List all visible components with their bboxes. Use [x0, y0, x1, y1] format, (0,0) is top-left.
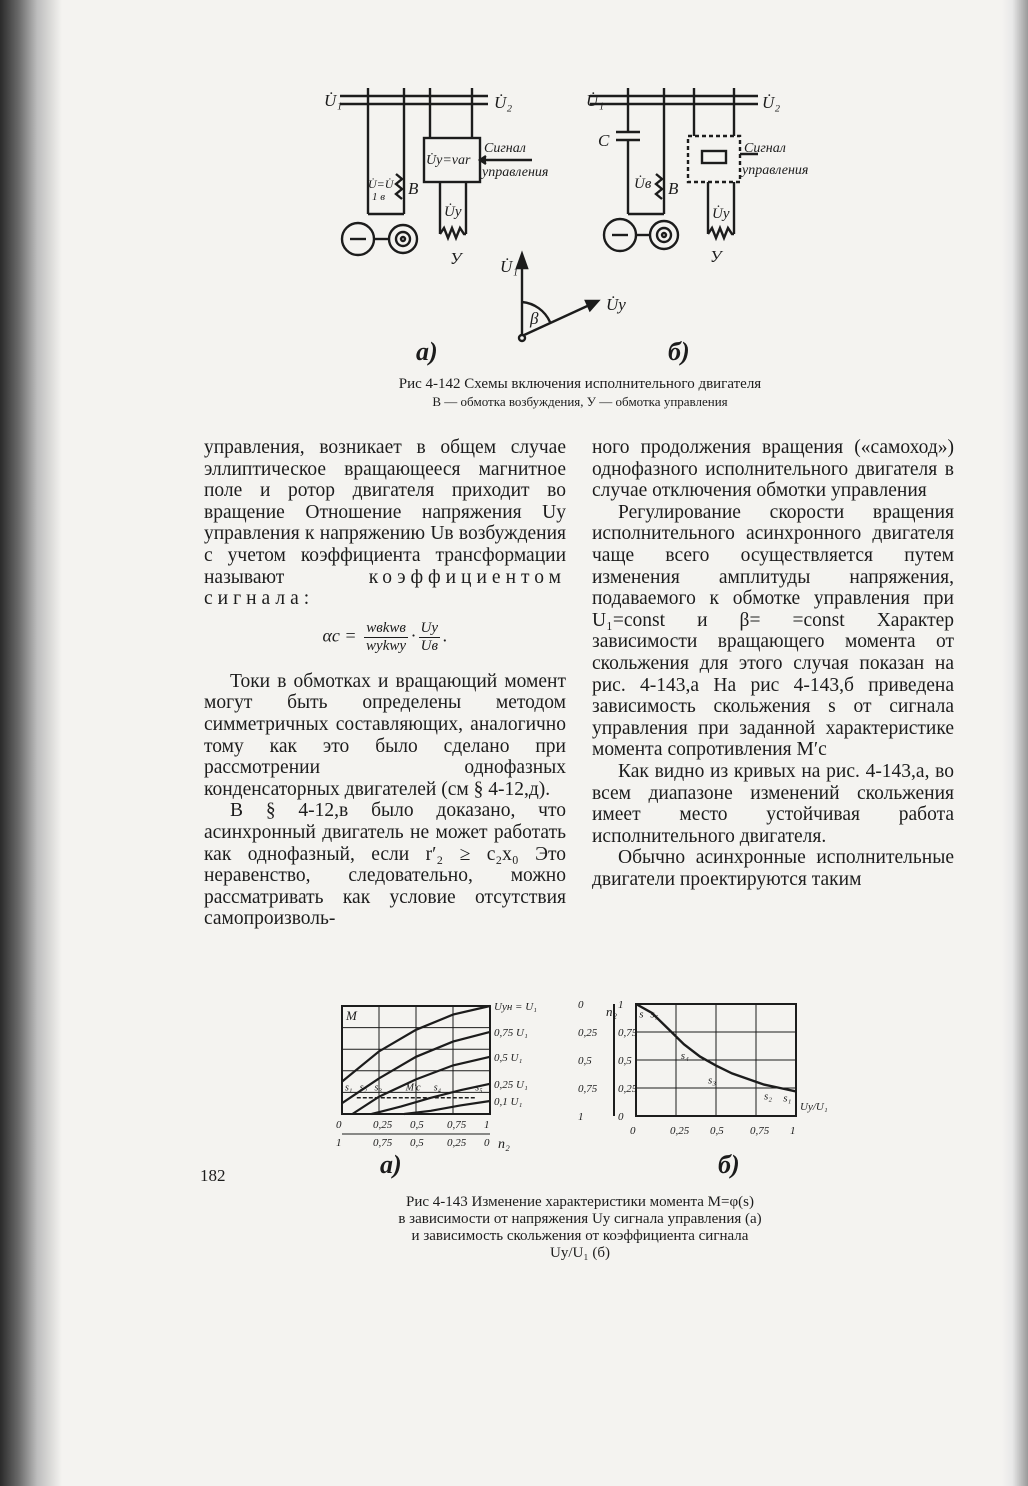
chart-a-xlabel-n2: n₂: [498, 1137, 510, 1152]
formula-den2: Uв: [420, 637, 438, 654]
chart-b-annotation: s₄: [680, 1050, 689, 1063]
chart-a-series-label: 0,5 U₁: [494, 1051, 523, 1064]
chart-a-tick-s: 0,5: [410, 1119, 424, 1131]
figure-143-caption: [300, 1194, 860, 1262]
label-uy-b: U̇y: [712, 206, 730, 222]
right-paragraph-4: Обычно асинхронные исполнительные двигатели проектируются таким: [592, 847, 954, 890]
chart-b-xlabel: Uу/U₁: [800, 1101, 828, 1113]
label-signal-a: Сигнал: [484, 141, 526, 156]
label-u1-vector: U̇₁: [500, 257, 519, 276]
chart-b-annotation: s₂: [764, 1090, 773, 1103]
chart-a-annotation: M′с: [405, 1082, 421, 1094]
left-paragraph-2: Токи в обмотках и вращающий момент могут быть определены методом симметричных составляющих, аналогично тому как это было сделано при рассмотрении однофазных конденсаторных двигателей (см § 4-12,д).: [204, 670, 566, 800]
chart-b-tick-n2: 0,75: [578, 1083, 598, 1095]
chart-a-tick-n2: 0,5: [410, 1137, 424, 1149]
chart-b-tick-n2: 0,5: [578, 1055, 592, 1067]
chart-a-series-line: [372, 1084, 490, 1114]
chart-b-annotation: s₃: [708, 1074, 717, 1087]
label-y-a: У: [450, 249, 462, 268]
chart-b-tick-s: 0,75: [618, 1027, 638, 1039]
figure-143-label-b: б): [718, 1150, 740, 1179]
figure-143a-chart: [326, 994, 537, 1152]
label-u2-a: U̇₂: [494, 93, 513, 112]
chart-b-tick-n2: 0: [578, 999, 584, 1011]
chart-a-annotation: s₅: [475, 1082, 483, 1094]
right-paragraph-3: Как видно из кривых на рис. 4-143,а, во всем диапазоне изменений скольжения имеет место устойчивая работа исполнительного двигателя.: [592, 760, 954, 847]
formula-num2: Uу: [420, 619, 439, 636]
formula-signal-coefficient: αс = $\frac{\text{wвkwв}}{\text{wуkwу}}$ · $\frac{Uу}{Uв}$ .: [322, 619, 448, 654]
figure-143-caption-line2: в зависимости от напряжения Uу сигнала управления (а): [398, 1211, 762, 1227]
label-uy-var: U̇y=var: [426, 153, 471, 168]
chart-a-series-line: [404, 1101, 490, 1114]
text-column-left: [204, 437, 566, 930]
left-paragraph-1: управления, возникает в общем случае эллиптическое вращающееся магнитное поле и ротор двигателя приходит во вращение Отношение напряжения Uу управления к напряжению Uв возбуждения с учетом коэффициента трансформации называют: [204, 437, 566, 588]
right-paragraph-1: ного продолжения вращения («самоход») однофазного исполнительного двигателя в случае отключения обмотки управления: [592, 437, 954, 502]
chart-b-annotation: s₁: [783, 1092, 792, 1105]
label-u1-a: U̇₁: [324, 91, 343, 110]
label-y-b: У: [710, 247, 722, 266]
label-uv-b: U̇в: [634, 176, 652, 192]
chart-b-tick-x: 1: [790, 1125, 796, 1137]
chart-a-series-label: 0,25 U₁: [494, 1078, 528, 1091]
figure-142-caption-line1: Рис 4-142 Схемы включения исполнительного двигателя: [398, 376, 762, 392]
label-uy-a: U̇y: [444, 204, 462, 220]
label-uy-vector: U̇y: [606, 295, 626, 314]
text-column-right: [592, 437, 954, 890]
figure-142-caption-line2: B — обмотка возбуждения, У — обмотка управления: [432, 394, 728, 409]
chart-b-tick-x: 0,25: [670, 1125, 690, 1137]
chart-b-annotation: s: [639, 1008, 644, 1021]
chart-a-tick-s: 0,25: [373, 1119, 393, 1131]
chart-a-annotation: s₂: [359, 1082, 368, 1094]
figure-143-label-a: а): [380, 1150, 402, 1179]
figure-143-caption-line1: Рис 4-143 Изменение характеристики момента M=φ(s): [406, 1194, 754, 1210]
figure-142-label-a: а): [416, 337, 438, 366]
right-paragraph-2: Регулирование скорости вращения исполнительного асинхронного двигателя чаще всего осуществляется путем изменения амплитуды напряжения, подаваемого к обмотке управления при U₁=const и β= =const Характер зависимости вращающего момента от скольжения для этого случая показан на рис. 4-143,а На рис 4-143,б приведена зависимость скольжения s от сигнала управления при заданной характеристике момента сопротивления M′с: [592, 501, 954, 761]
chart-a-annotation: s₁: [344, 1082, 353, 1094]
label-beta: β: [530, 309, 539, 328]
chart-b-tick-x: 0,75: [750, 1125, 770, 1137]
chart-b-tick-n2: 0,25: [578, 1027, 598, 1039]
formula-num1: wвkwв: [364, 620, 408, 638]
label-uv-a: U̇=U̇: [368, 177, 394, 191]
book-spine-shadow: [0, 0, 62, 1486]
chart-b-tick-s: 0,25: [618, 1083, 638, 1095]
label-control-b: управления: [742, 163, 809, 178]
figure-142-label-b: б): [668, 337, 690, 366]
label-u2-b: U̇₂: [762, 93, 781, 112]
label-c: C: [598, 131, 610, 150]
chart-a-tick-n2: 1: [336, 1137, 342, 1149]
chart-a-tick-n2: 0: [484, 1137, 490, 1149]
formula-lhs: αс =: [322, 625, 357, 646]
chart-a-series-label: 0,75 U₁: [494, 1026, 528, 1039]
chart-a-annotation: s₃: [374, 1082, 382, 1094]
label-signal-b: Сигнал: [744, 141, 786, 156]
term-signal-coefficient: коэффициентом сигнала:: [204, 566, 566, 610]
chart-a-tick-n2: 0,75: [373, 1137, 393, 1149]
chart-b-tick-x: 0,5: [710, 1125, 724, 1137]
figure-143-caption-line3: и зависимость скольжения от коэффициента сигнала: [411, 1228, 749, 1244]
formula-den1: wуkwу: [366, 637, 407, 654]
chart-a-tick-s: 1: [484, 1119, 490, 1131]
label-b-a: B: [408, 179, 419, 198]
page-edge-shadow: [1002, 0, 1028, 1486]
label-control-a: управления: [482, 165, 549, 180]
chart-a-ylabel: M: [346, 1008, 357, 1023]
figure-4-142: [300, 84, 840, 374]
chart-b-annotation: s₅: [650, 1008, 659, 1021]
figure-142-caption: [300, 376, 860, 410]
chart-a-tick-s: 0: [336, 1119, 342, 1131]
chart-a-tick-n2: 0,25: [447, 1137, 467, 1149]
chart-a-series-label: Uун = U₁: [494, 1001, 537, 1013]
chart-a-tick-s: 0,75: [447, 1119, 467, 1131]
label-b-b: B: [668, 179, 679, 198]
label-u1-b: U̇₁: [586, 91, 605, 110]
chart-b-tick-n2: 1: [578, 1111, 584, 1123]
figure-143-caption-line4: Uу/U₁ (б): [550, 1245, 610, 1261]
figure-143b-chart: [576, 994, 826, 1144]
chart-b-tick-s: 1: [618, 999, 624, 1011]
chart-b-tick-s: 0,5: [618, 1055, 632, 1067]
label-uv-sub: 1 в: [372, 191, 386, 203]
chart-a-series-line: [352, 1057, 490, 1114]
chart-b-tick-x: 0: [630, 1125, 636, 1137]
chart-b-tick-s: 0: [618, 1111, 624, 1123]
page-number: 182: [200, 1166, 226, 1185]
chart-b-ylabel: n₂: [606, 1004, 618, 1019]
chart-a-annotation: s₄: [433, 1082, 442, 1094]
left-paragraph-3: В § 4-12,в было доказано, что асинхронный двигатель не может работать как однофазный, если r′₂ ≥ c₂x₀ Это неравенство, следовательно, можно рассматривать как условие отсутствия самопроизволь-: [204, 800, 566, 930]
chart-a-series-label: 0,1 U₁: [494, 1096, 523, 1109]
